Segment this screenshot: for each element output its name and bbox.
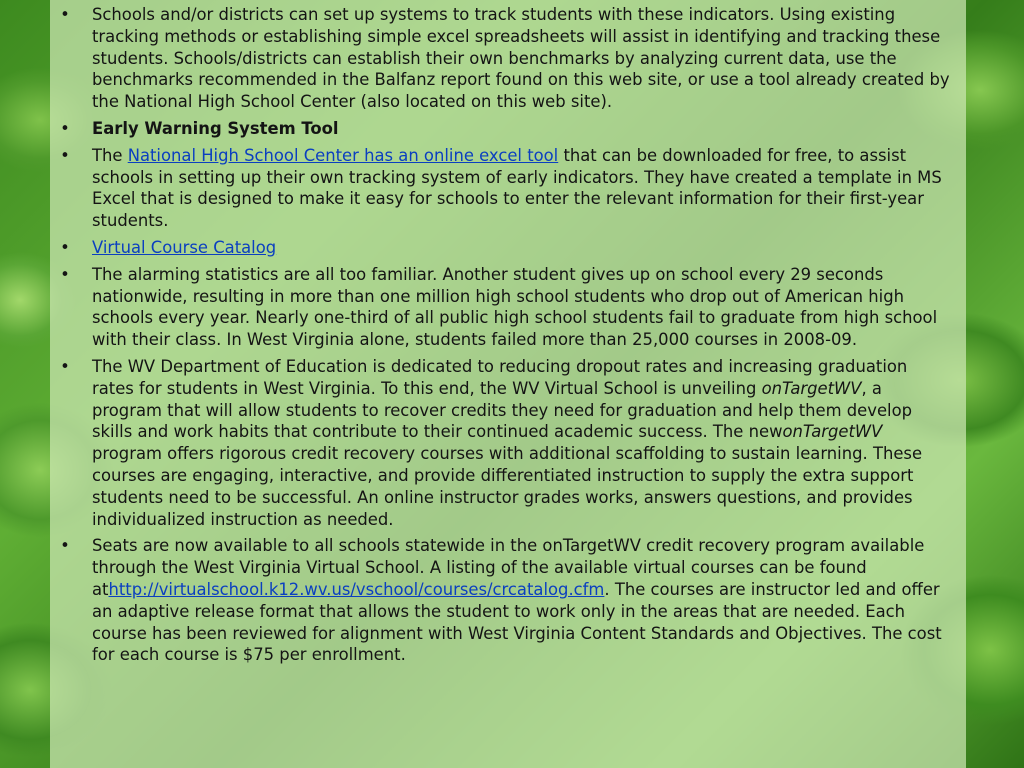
text-prefix: The xyxy=(92,145,128,165)
text-part-3: program offers rigorous credit recovery courses with additional scaffolding to sustain learning. These courses are engaging, interactive, and provide differentiated instruction to supply the extra support students need to be successful. An online instructor grades works, answers questions, and provides individualized instruction as needed. xyxy=(92,444,923,529)
program-name-emphasis: onTargetWV xyxy=(782,422,883,442)
bullet-icon: • xyxy=(60,536,70,556)
list-item-seats-available xyxy=(58,535,954,666)
list-item-tracking-systems xyxy=(58,4,954,113)
crcatalog-url-link[interactable]: http://virtualschool.k12.wv.us/vschool/courses/crcatalog.cfm xyxy=(108,579,605,599)
text-suffix: . The courses are instructor led and offer an adaptive release format that allows the student to work only in the areas that are needed. Each course has been reviewed for alignment with West Virginia Content Standards and Objectives. The cost for each course is $75 per enrollment. xyxy=(92,579,942,665)
content-panel xyxy=(50,0,966,768)
text-suffix: that can be downloaded for free, to assist schools in setting up their own tracking system of early indicators. They have created a template in MS Excel that is designed to make it easy for schools to enter the relevant information for their first-year students. xyxy=(92,145,942,231)
text-prefix: Seats are now available to all schools statewide in the onTargetWV credit recovery program available through the West Virginia Virtual School. A listing of the available virtual courses can be found at xyxy=(92,536,925,599)
section-heading: Early Warning System Tool xyxy=(92,118,339,138)
bullet-icon: • xyxy=(60,264,70,284)
list-item-virtual-catalog xyxy=(58,237,954,259)
list-item-wvde-ontarget xyxy=(58,356,954,530)
program-name-emphasis: onTargetWV xyxy=(761,378,862,398)
bullet-icon: • xyxy=(60,145,70,165)
bullet-icon: • xyxy=(60,5,70,24)
virtual-course-catalog-link[interactable]: Virtual Course Catalog xyxy=(92,237,277,257)
list-item-statistics xyxy=(58,264,954,351)
text-part-1: The WV Department of Education is dedicated to reducing dropout rates and increasing graduation rates for students in West Virginia. To this end, the WV Virtual School is unveiling xyxy=(92,356,908,398)
list-item-nhsc-tool xyxy=(58,145,954,232)
list-item-text: Schools and/or districts can set up systems to track students with these indicators. Using existing tracking methods or establishing simple excel spreadsheets will assist in identifying and tracking these students. Schools/districts can establish their own benchmarks by analyzing current data, use the benchmarks recommended in the Balfanz report found on this web site, or use a tool already created by the National High School Center (also located on this web site). xyxy=(92,5,950,112)
bullet-icon: • xyxy=(60,237,70,257)
list-item-ews-heading xyxy=(58,118,954,140)
nhsc-excel-tool-link[interactable]: National High School Center has an online excel tool xyxy=(127,145,559,165)
bullet-icon: • xyxy=(60,356,70,376)
list-item-text: The alarming statistics are all too familiar. Another student gives up on school every 29 seconds nationwide, resulting in more than one million high school students who drop out of American high schools every year. Nearly one-third of all public high school students fail to graduate from high school with their class. In West Virginia alone, students failed more than 25,000 courses in 2008-09. xyxy=(92,264,938,350)
bullet-list xyxy=(58,4,954,666)
text-part-2: , a program that will allow students to recover credits they need for graduation and help them develop skills and work habits that contribute to their continued academic success. The new xyxy=(92,378,913,442)
bullet-icon: • xyxy=(60,118,70,138)
